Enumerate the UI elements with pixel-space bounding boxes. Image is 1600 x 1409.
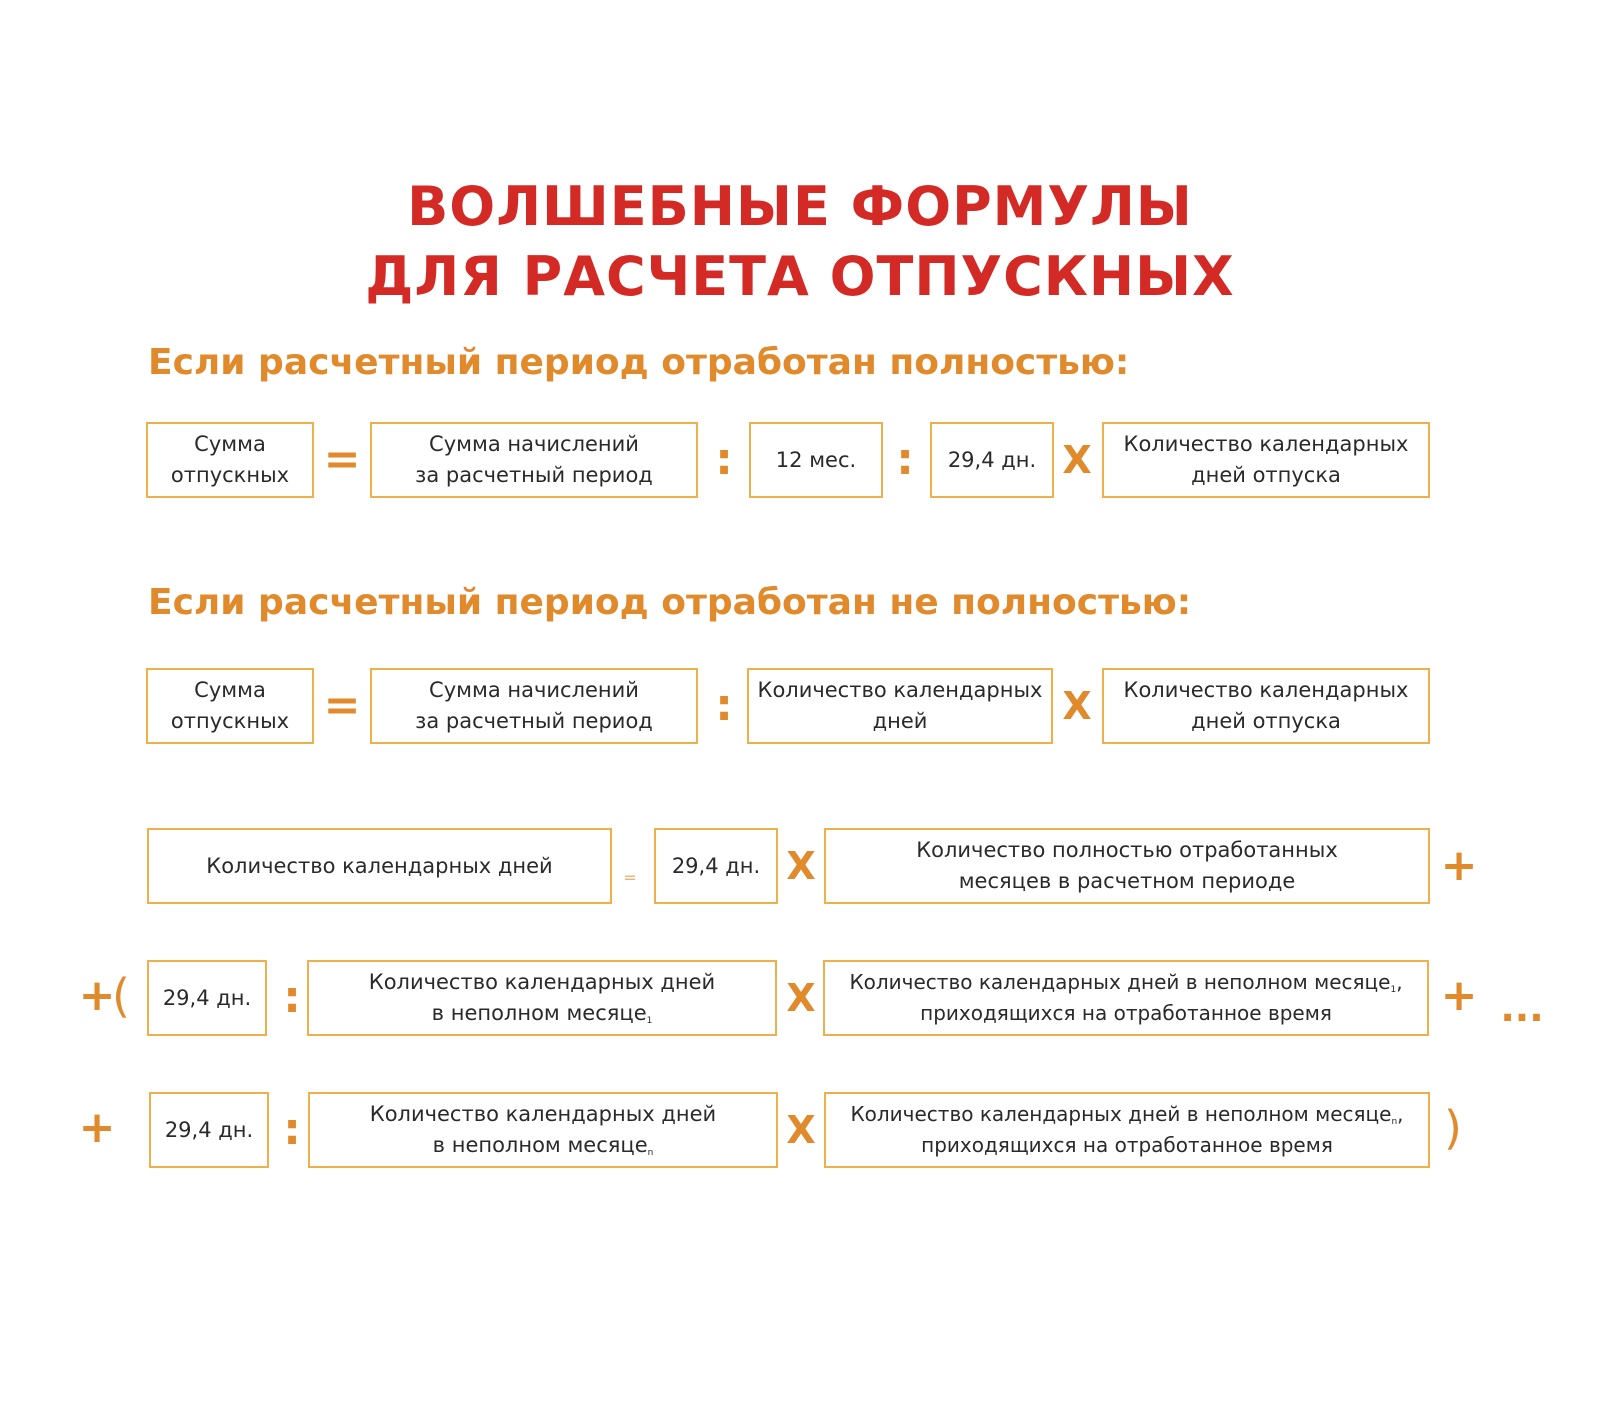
box-line bbox=[850, 1099, 1403, 1130]
section2-heading: Если расчетный период отработан не полностью: bbox=[148, 582, 1192, 623]
box-line: Сумма bbox=[194, 432, 266, 456]
box-line: дней bbox=[872, 709, 928, 733]
plus-operator: + bbox=[1440, 840, 1478, 891]
divide-operator: : bbox=[896, 434, 914, 485]
box-line: приходящихся на отработанное время bbox=[921, 1133, 1333, 1157]
plus-operator: + bbox=[78, 1102, 116, 1153]
box-line: 29,4 дн. bbox=[162, 985, 252, 1010]
box-line: за расчетный период bbox=[415, 463, 653, 487]
box-line: отпускных bbox=[170, 709, 290, 733]
accrual-sum-box bbox=[370, 668, 698, 744]
box-line-text: Количество календарных дней в неполном месяце bbox=[850, 1102, 1392, 1126]
partial-month-days-box bbox=[308, 1092, 778, 1168]
box-line: приходящихся на отработанное время bbox=[920, 1001, 1332, 1025]
vacation-days-box bbox=[1102, 668, 1430, 744]
close-paren: ) bbox=[1444, 1101, 1462, 1155]
equals-operator: = bbox=[323, 434, 361, 485]
open-paren: ( bbox=[112, 969, 130, 1023]
vacation-days-box bbox=[1102, 422, 1430, 498]
multiply-operator: X bbox=[786, 976, 816, 1020]
title-line-2: ДЛЯ РАСЧЕТА ОТПУСКНЫХ bbox=[365, 245, 1235, 308]
subscript-index: 1 bbox=[646, 1016, 653, 1026]
box-line: Сумма начислений bbox=[429, 678, 639, 702]
divide-operator: : bbox=[283, 1104, 301, 1155]
days-constant-box bbox=[149, 1092, 269, 1168]
multiply-operator: X bbox=[786, 1108, 816, 1152]
equals-operator: = bbox=[323, 680, 361, 731]
multiply-operator: X bbox=[1062, 684, 1092, 728]
comma: , bbox=[1397, 1102, 1404, 1126]
box-line: Количество календарных bbox=[757, 678, 1043, 702]
box-line: Количество полностью отработанных bbox=[916, 838, 1338, 862]
box-line: Сумма начислений bbox=[429, 432, 639, 456]
box-line-text: в неполном месяце bbox=[431, 1001, 647, 1025]
divide-operator: : bbox=[715, 680, 733, 731]
multiply-operator: X bbox=[1062, 438, 1092, 482]
box-line: Количество календарных bbox=[1123, 678, 1409, 702]
subscript-index: 1 bbox=[1390, 985, 1397, 995]
plus-operator: + bbox=[1440, 970, 1478, 1021]
box-line-text: в неполном месяце bbox=[432, 1133, 648, 1157]
days-constant-box bbox=[654, 828, 778, 904]
box-line: Количество календарных дней bbox=[368, 970, 716, 994]
multiply-operator: X bbox=[786, 844, 816, 888]
box-line bbox=[433, 1130, 654, 1161]
worked-days-box bbox=[824, 1092, 1430, 1168]
calendar-days-box bbox=[747, 668, 1053, 744]
divide-operator: : bbox=[715, 434, 733, 485]
box-line: Количество календарных дней bbox=[206, 853, 553, 878]
box-line: 29,4 дн. bbox=[164, 1117, 254, 1142]
section1-heading: Если расчетный период отработан полностью: bbox=[148, 342, 1130, 383]
box-line: за расчетный период bbox=[415, 709, 653, 733]
plus-operator: + bbox=[78, 970, 116, 1021]
box-line: месяцев в расчетном периоде bbox=[958, 869, 1296, 893]
worked-days-box bbox=[823, 960, 1429, 1036]
box-line bbox=[432, 998, 653, 1029]
box-line: 29,4 дн. bbox=[947, 447, 1037, 472]
box-line: 12 мес. bbox=[775, 447, 857, 472]
equals-operator: = bbox=[623, 868, 637, 887]
box-line: Количество календарных дней bbox=[369, 1102, 717, 1126]
box-line: 29,4 дн. bbox=[671, 853, 761, 878]
full-months-box bbox=[824, 828, 1430, 904]
subscript-index: n bbox=[647, 1148, 654, 1158]
ellipsis: ... bbox=[1500, 986, 1544, 1030]
title-line-1: ВОЛШЕБНЫЕ ФОРМУЛЫ bbox=[407, 175, 1193, 238]
accrual-sum-box bbox=[370, 422, 698, 498]
calendar-days-box bbox=[147, 828, 612, 904]
box-line: Сумма bbox=[194, 678, 266, 702]
divide-operator: : bbox=[283, 972, 301, 1023]
vacation-sum-box bbox=[146, 668, 314, 744]
box-line: отпускных bbox=[170, 463, 290, 487]
box-line bbox=[849, 967, 1402, 998]
vacation-sum-box bbox=[146, 422, 314, 498]
page-title bbox=[0, 172, 1600, 312]
comma: , bbox=[1396, 970, 1403, 994]
subscript-index: n bbox=[1391, 1117, 1398, 1127]
days-constant-box bbox=[147, 960, 267, 1036]
box-line: дней отпуска bbox=[1191, 463, 1341, 487]
partial-month-days-box bbox=[307, 960, 777, 1036]
months-box bbox=[749, 422, 883, 498]
box-line: дней отпуска bbox=[1191, 709, 1341, 733]
box-line: Количество календарных bbox=[1123, 432, 1409, 456]
box-line-text: Количество календарных дней в неполном месяце bbox=[849, 970, 1391, 994]
days-constant-box bbox=[930, 422, 1054, 498]
